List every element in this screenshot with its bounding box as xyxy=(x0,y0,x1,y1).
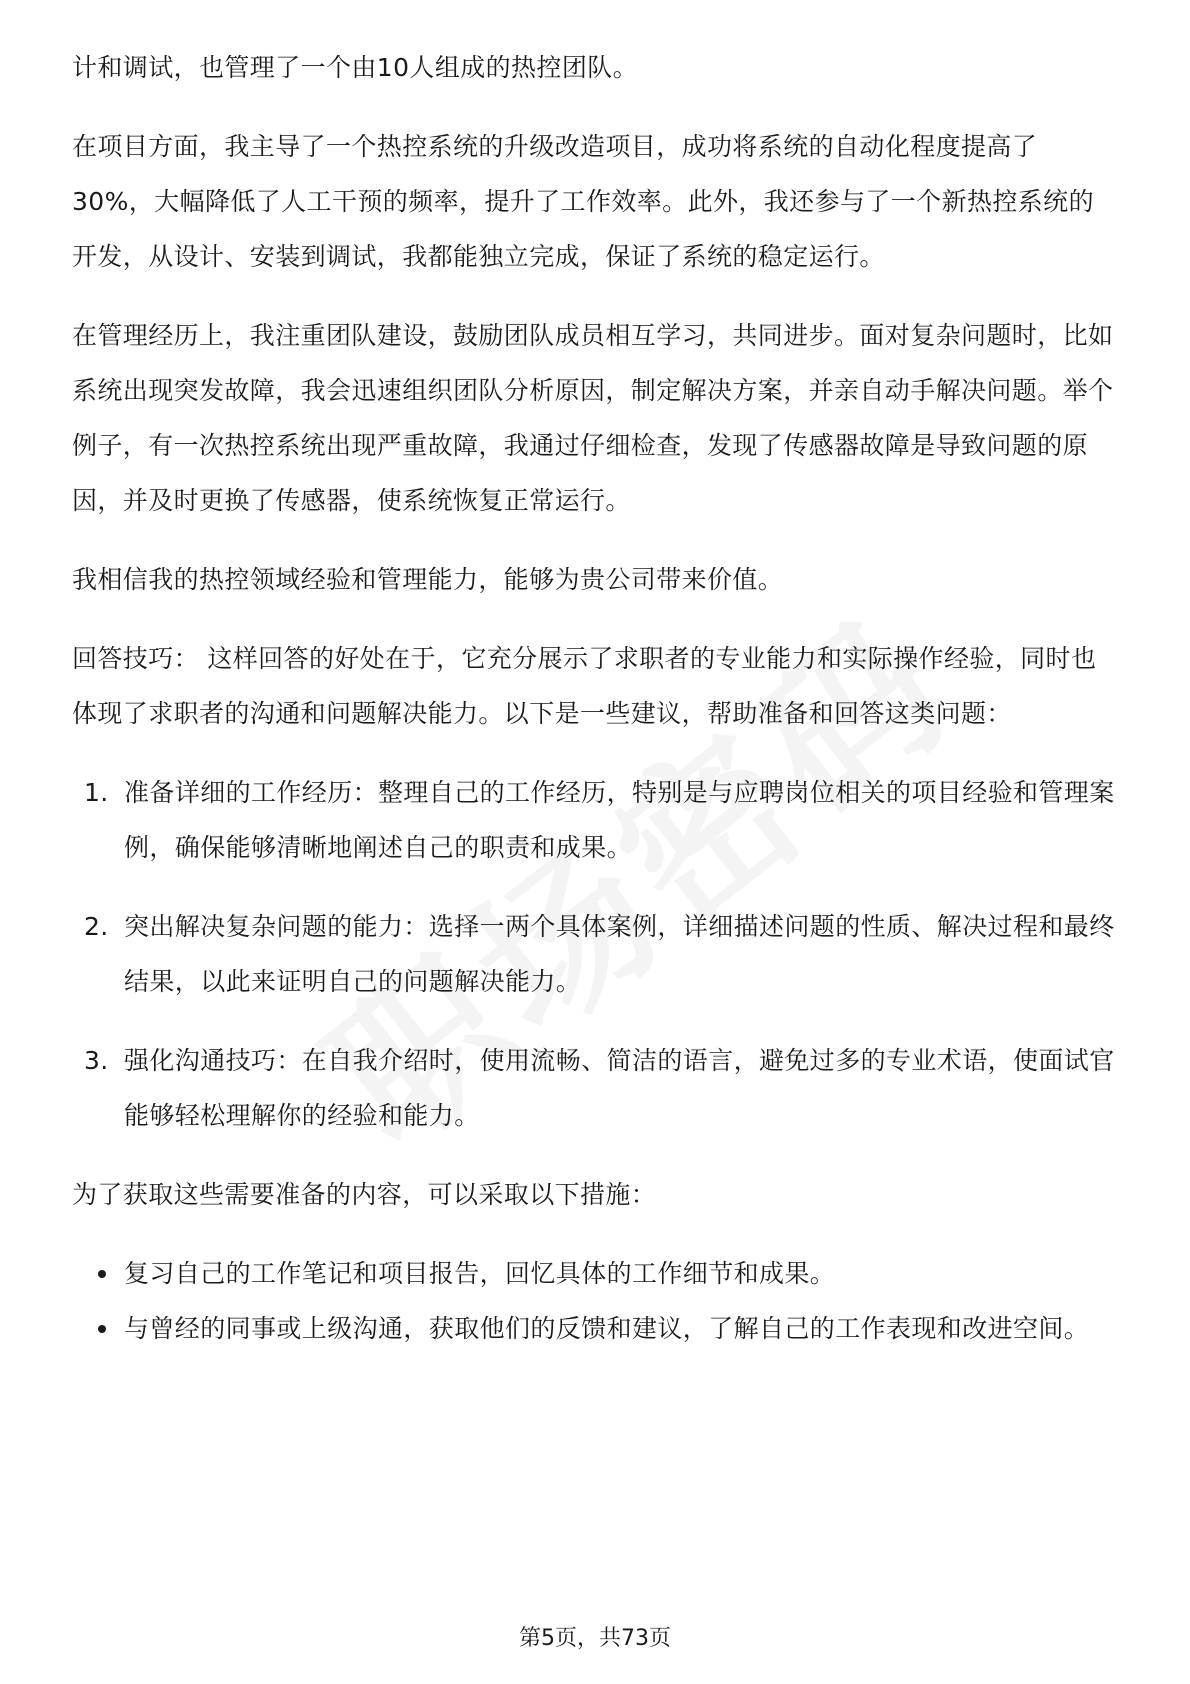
answer-tips-paragraph: 回答技巧： 这样回答的好处在于，它充分展示了求职者的专业能力和实际操作经验，同时也体现了求职者的沟通和问题解决能力。以下是一些建议，帮助准备和回答这类问题： xyxy=(72,644,1097,728)
list-item xyxy=(72,899,1118,1009)
list-item xyxy=(72,1246,1118,1301)
bullet-icon xyxy=(98,1270,106,1278)
bullet-icon xyxy=(98,1325,106,1333)
list-item xyxy=(72,1033,1118,1143)
paragraph: 在管理经历上，我注重团队建设，鼓励团队成员相互学习，共同进步。面对复杂问题时，比如系统出现突发故障，我会迅速组织团队分析原因，制定解决方案，并亲自动手解决问题。举个例子，有一次热控系统出现严重故障，我通过仔细检查，发现了传感器故障是导致问题的原因，并及时更换了传感器，使系统恢复正常运行。 xyxy=(72,321,1114,515)
paragraph: 计和调试，也管理了一个由10人组成的热控团队。 xyxy=(72,53,639,82)
list-item xyxy=(72,765,1118,875)
paragraph: 为了获取这些需要准备的内容，可以采取以下措施： xyxy=(72,1180,657,1209)
list-item-text: 准备详细的工作经历：整理自己的工作经历，特别是与应聘岗位相关的项目经验和管理案例，确保能够清晰地阐述自己的职责和成果。 xyxy=(124,778,1115,862)
list-item-text: 强化沟通技巧：在自我介绍时，使用流畅、简洁的语言，避免过多的专业术语，使面试官能够轻松理解你的经验和能力。 xyxy=(124,1046,1115,1130)
document-body xyxy=(72,40,1118,1356)
list-item xyxy=(72,1301,1118,1356)
list-number: 2. xyxy=(84,912,109,941)
numbered-list xyxy=(72,765,1118,1143)
list-item-text: 复习自己的工作笔记和项目报告，回忆具体的工作细节和成果。 xyxy=(124,1259,836,1288)
list-number: 1. xyxy=(84,778,109,807)
paragraph: 我相信我的热控领域经验和管理能力，能够为贵公司带来价值。 xyxy=(72,565,784,594)
paragraph: 在项目方面，我主导了一个热控系统的升级改造项目，成功将系统的自动化程度提高了30%，大幅降低了人工干预的频率，提升了工作效率。此外，我还参与了一个新热控系统的开发，从设计、安装到调试，我都能独立完成，保证了系统的稳定运行。 xyxy=(72,132,1094,271)
page-number: 第5页，共73页 xyxy=(519,1626,671,1651)
bullet-list xyxy=(72,1246,1118,1356)
list-item-text: 与曾经的同事或上级沟通，获取他们的反馈和建议，了解自己的工作表现和改进空间。 xyxy=(124,1314,1090,1343)
list-item-text: 突出解决复杂问题的能力：选择一两个具体案例，详细描述问题的性质、解决过程和最终结果，以此来证明自己的问题解决能力。 xyxy=(124,912,1115,996)
list-number: 3. xyxy=(84,1046,109,1075)
